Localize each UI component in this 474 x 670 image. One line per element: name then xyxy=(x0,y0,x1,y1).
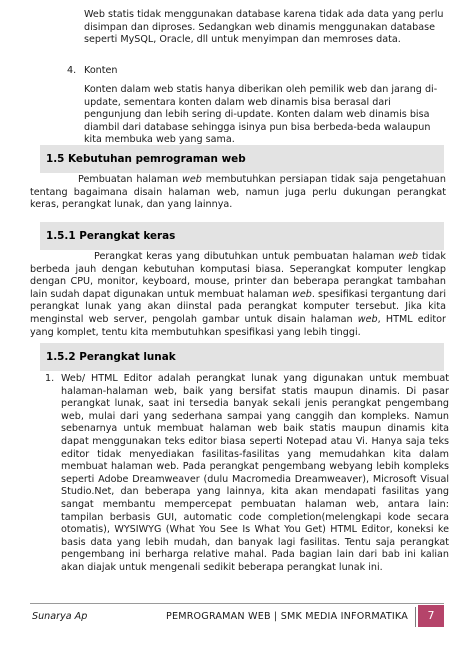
emphasis-web: web xyxy=(398,251,419,262)
section-heading-1-5: 1.5 Kebutuhan pemrograman web xyxy=(40,145,444,173)
emphasis-web: web xyxy=(292,288,312,300)
paragraph-text: . spesifikasi tergantung dari perangkat lunak yang akan diinstal pada perangkat komputer tersebut. Jika kita menginstal web server, pengolah gambar untuk disain halaman xyxy=(30,288,446,325)
footer-title: PEMROGRAMAN WEB | SMK MEDIA INFORMATIKA xyxy=(165,611,408,622)
footer-divider xyxy=(30,603,444,604)
list-item-1-number: 1. xyxy=(45,373,55,384)
page-number: 7 xyxy=(418,605,444,627)
paragraph-text: membutuhkan persiapan tidak saja pengetahuan tentang bagaimana disain halaman web, namun juga perlu dukungan perangkat keras, perangkat lunak, dan yang lainnya. xyxy=(30,174,447,211)
page-footer xyxy=(30,603,444,631)
paragraph-text: , HTML editor yang komplet, tentu kita membutuhkan spesifikasi yang lebih tinggi. xyxy=(30,313,446,338)
footer-separator xyxy=(415,607,416,627)
paragraph-text: tidak berbeda jauh dengan kebutuhan komputasi biasa. Seperangkat komputer lengkap dengan CPU, monitor, keyboard, mouse, printer dan beberapa perangkat tambahan lain sudah dapat digunakan untuk membuat halaman xyxy=(30,251,446,300)
section-1-5-paragraph xyxy=(30,174,446,212)
section-heading-1-5-2: 1.5.2 Perangkat lunak xyxy=(40,343,444,371)
list-item-4-body: Konten dalam web statis hanya diberikan oleh pemilik web dan jarang di-update, sementara konten dalam web dinamis bisa berasal dari pengunjung dan lebih sering di-update. Konten dalam web dinamis bisa diambil dari database sehingga isinya pun bisa berbeda-beda walaupun kita membuka web yang sama. xyxy=(84,84,438,146)
paragraph-text: Pembuatan halaman xyxy=(78,174,183,185)
list-item-4-number: 4. xyxy=(67,65,77,76)
emphasis-web: web xyxy=(182,174,202,185)
list-item-3-continuation: Web statis tidak menggunakan database karena tidak ada data yang perlu disimpan dan diproses. Sedangkan web dinamis menggunakan database seperti MySQL, Oracle, dll untuk menyimpan dan memroses data. xyxy=(84,9,444,46)
paragraph-text: Perangkat keras yang dibutuhkan untuk pembuatan halaman xyxy=(94,251,399,262)
list-item-4-title: Konten xyxy=(84,65,118,76)
section-heading-1-5-1: 1.5.1 Perangkat keras xyxy=(40,222,444,250)
section-1-5-1-paragraph xyxy=(30,251,446,339)
list-item-1-body: Web/ HTML Editor adalah perangkat lunak yang digunakan untuk membuat halaman-halaman web, baik yang bersifat statis maupun dinamis. Di pasar perangkat lunak, saat ini tersedia banyak sekali jenis perangkat pengembang web, mulai dari yang sederhana sampai yang canggih dan kompleks. Namun sebenarnya untuk membuat halaman web baik statis maupun dinamis kita dapat menggunakan teks editor biasa seperti Notepad atau Vi. Hanya saja teks editor tidak menyediakan fasilitas-fasilitas yang memudahkan kita dalam membuat halaman web. Pada perangkat pengembang webyang lebih kompleks seperti Adobe Dreamweaver (dulu Macromedia Dreamweaver), Microsoft Visual Studio.Net, dan beberapa yang lainnya, kita akan mendapati fasilitas yang sangat membantu mempercepat pembuatan halaman web, antara lain: tampilan berbasis GUI, automatic code completion(melengkapi kode secara otomatis), WYSIWYG (What You See Is What You Get) HTML Editor, koneksi ke basis data yang lebih mudah, dan banyak lagi fasilitas. Tentu saja perangkat pengembang ini berharga relative mahal. Pada bagian lain dari bab ini kalian akan diajak untuk mengenali sedikit beberapa perangkat lunak ini. xyxy=(61,373,449,573)
emphasis-web: web xyxy=(357,313,378,325)
footer-author: Sunarya Ap xyxy=(32,611,88,622)
